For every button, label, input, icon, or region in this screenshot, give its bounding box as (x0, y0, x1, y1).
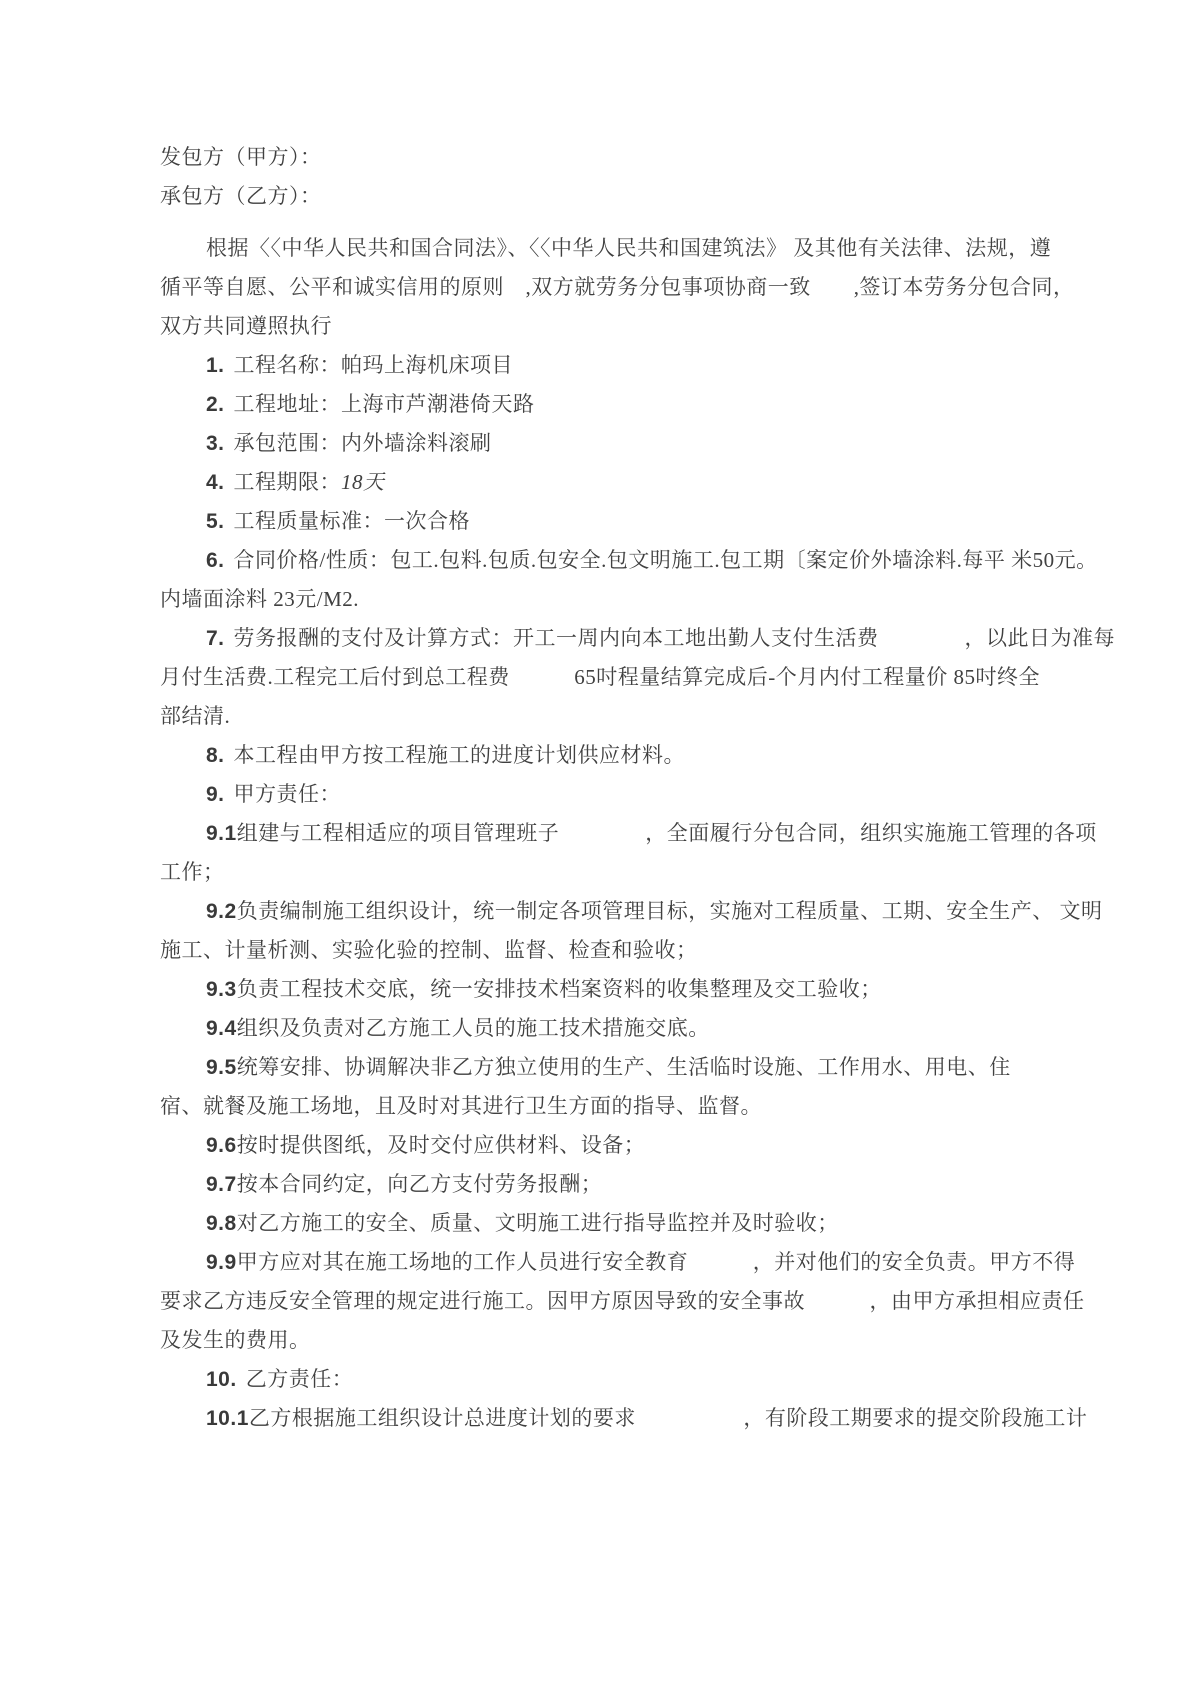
doc-line (160, 1399, 1088, 1438)
contract-body (160, 229, 1116, 1438)
doc-line (160, 1282, 1085, 1321)
clause-text: 宿、就餐及施工场地，且及时对其进行卫生方面的指导、监督。 (160, 1094, 762, 1118)
clause-text: 负责编制施工组织设计，统一制定各项管理目标，实施对工程质量、工期、安全生产、 文明 (236, 899, 1103, 923)
clause-text: 合同价格/性质：包工.包料.包质.包安全.包文明施工.包工期〔案定价外墙涂料.每平 米50元。 (233, 548, 1098, 572)
clause-text: 本工程由甲方按工程施工的进度计划供应材料。 (233, 743, 686, 767)
doc-line (160, 580, 1060, 619)
clause-text: 循平等自愿、公平和诚实信用的原则 ,双方就劳务分包事项协商一致 ,签订本劳务分包合同， (160, 275, 1075, 299)
clause-text: 工程名称：帕玛上海机床项目 (233, 353, 514, 377)
party-a-line: 发包方（甲方）： (160, 145, 322, 169)
clause-number: 9.6 (206, 1134, 237, 1157)
contract-document (160, 138, 1116, 1438)
clause-text: 施工、计量析测、实验化验的控制、监督、检查和验收； (160, 938, 698, 962)
party-b-line: 承包方（乙方）： (160, 184, 322, 208)
clause-number: 9.9 (206, 1251, 237, 1274)
doc-line (160, 1204, 1060, 1243)
clause-text: 甲方责任： (233, 782, 342, 806)
clause-text: 工作； (160, 860, 225, 884)
clause-text: 要求乙方违反安全管理的规定进行施工。因甲方原因导致的安全事故 ，由甲方承担相应责任 (160, 1289, 1085, 1313)
clause-text: 甲方应对其在施工场地的工作人员进行安全教育 ，并对他们的安全负责。甲方不得 (236, 1250, 1076, 1274)
doc-line (160, 1126, 1060, 1165)
clause-text: 组建与工程相适应的项目管理班子 ，全面履行分包合同，组织实施施工管理的各项 (236, 821, 1097, 845)
doc-line (160, 1360, 1060, 1399)
doc-line (160, 385, 1060, 424)
doc-line (160, 229, 1060, 268)
doc-line (160, 502, 1060, 541)
doc-line (160, 1048, 1060, 1087)
doc-line (160, 346, 1060, 385)
clause-text: 部结清. (160, 704, 231, 728)
clause-text: 按时提供图纸，及时交付应供材料、设备； (236, 1133, 646, 1157)
clause-number: 2. (206, 393, 225, 416)
clause-number: 5. (206, 510, 225, 533)
clause-text: 劳务报酬的支付及计算方式：开工一周内向本工地出勤人支付生活费 ，以此日为准每 (233, 626, 1116, 650)
clause-text: 乙方根据施工组织设计总进度计划的要求 ，有阶段工期要求的提交阶段施工计 (248, 1406, 1088, 1430)
clause-number: 9.5 (206, 1056, 237, 1079)
doc-line (160, 736, 1060, 775)
doc-line (160, 814, 1097, 853)
doc-line (160, 1165, 1060, 1204)
clause-number: 9.8 (206, 1212, 237, 1235)
clause-number: 1. (206, 354, 225, 377)
clause-text: 工程质量标准：一次合格 (233, 509, 471, 533)
clause-number: 8. (206, 744, 225, 767)
clause-text: 双方共同遵照执行 (160, 314, 332, 338)
clause-number: 9. (206, 783, 225, 806)
doc-line (160, 424, 1060, 463)
clause-number: 3. (206, 432, 225, 455)
clause-number: 9.1 (206, 822, 237, 845)
clause-text: 月付生活费.工程完工后付到总工程费 65吋程量结算完成后-个月内付工程量价 85吋终全 (160, 665, 1040, 689)
clause-text: 对乙方施工的安全、质量、文明施工进行指导监控并及时验收； (236, 1211, 839, 1235)
doc-line (160, 697, 1060, 736)
clause-number: 9.2 (206, 900, 237, 923)
clause-text: 承包范围：内外墙涂料滚刷 (233, 431, 492, 455)
clause-text: 统筹安排、协调解决非乙方独立使用的生产、生活临时设施、工作用水、用电、住 (236, 1055, 1011, 1079)
doc-line (160, 307, 1060, 346)
clause-number: 9.7 (206, 1173, 237, 1196)
clause-number: 6. (206, 549, 225, 572)
doc-line (160, 775, 1060, 814)
clause-number: 10.1 (206, 1407, 249, 1430)
doc-line (160, 1009, 1060, 1048)
clause-text: 根据〈〈中华人民共和国合同法》、〈〈中华人民共和国建筑法》 及其他有关法律、法规，遵 (206, 236, 1052, 260)
clause-text: 及发生的费用。 (160, 1328, 311, 1352)
clause-text: 组织及负责对乙方施工人员的施工技术措施交底。 (236, 1016, 710, 1040)
doc-line (160, 853, 1060, 892)
clause-number: 4. (206, 471, 225, 494)
clause-text: 内墙面涂料 23元/M2. (160, 587, 360, 611)
clause-text: 按本合同约定，向乙方支付劳务报酬； (236, 1172, 603, 1196)
clause-number: 10. (206, 1368, 237, 1391)
doc-line (160, 268, 1075, 307)
doc-line (160, 1321, 1060, 1360)
doc-line (160, 1243, 1076, 1282)
clause-text: 负责工程技术交底，统一安排技术档案资料的收集整理及交工验收； (236, 977, 882, 1001)
doc-line (160, 931, 1060, 970)
clause-number: 9.4 (206, 1017, 237, 1040)
clause-number: 9.3 (206, 978, 237, 1001)
clause-text: 乙方责任： (245, 1367, 354, 1391)
doc-line (160, 619, 1116, 658)
doc-line (160, 1087, 1060, 1126)
doc-line (160, 658, 1060, 697)
clause-number: 7. (206, 627, 225, 650)
doc-line (160, 970, 1060, 1009)
clause-text: 工程期限： (233, 470, 342, 494)
clause-text: 工程地址：上海市芦潮港倚天路 (233, 392, 535, 416)
doc-line (160, 541, 1098, 580)
doc-line (160, 892, 1103, 931)
clause-text-italic: 18天 (341, 470, 385, 494)
doc-line (160, 463, 1060, 502)
blank-space (160, 216, 1060, 229)
